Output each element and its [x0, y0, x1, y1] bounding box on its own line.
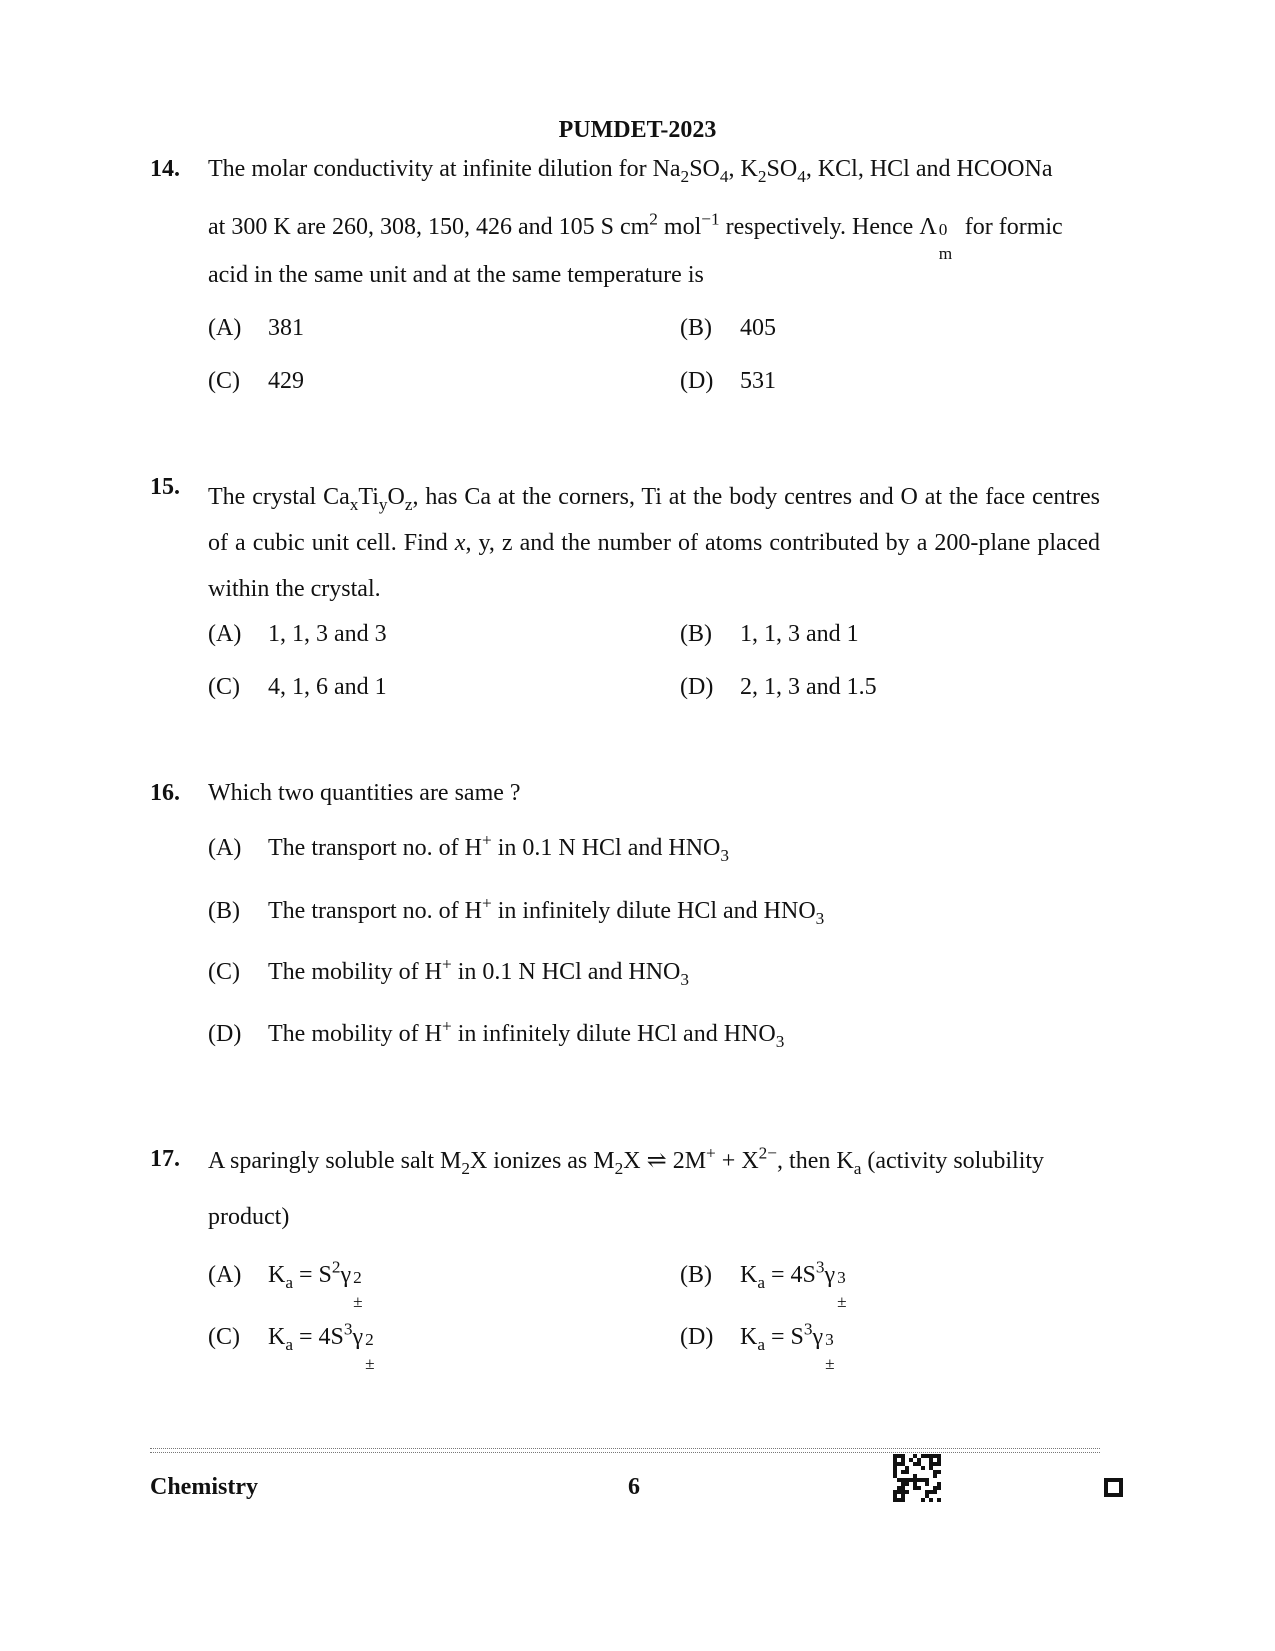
- question-number: 15.: [150, 474, 180, 500]
- option-c[interactable]: (C) 4, 1, 6 and 1: [208, 674, 387, 700]
- question-text: Which two quantities are same ?: [208, 780, 521, 806]
- footer-subject: Chemistry: [150, 1474, 258, 1500]
- option-d[interactable]: (D) 2, 1, 3 and 1.5: [680, 674, 877, 700]
- question-number: 17.: [150, 1146, 180, 1172]
- option-b[interactable]: (B) $K_a = 4S^3\gamma$ 3 ±: [680, 1257, 847, 1311]
- option-b[interactable]: (B) The transport no. of H+ in infinitely dilute HCl and $HNO_3$: [208, 893, 825, 929]
- option-d[interactable]: (D) The mobility of H+ in infinitely dilute HCl and $HNO_3$: [208, 1016, 785, 1052]
- option-d[interactable]: (D) 531: [680, 368, 776, 394]
- square-marker-icon: [1104, 1478, 1123, 1497]
- option-b[interactable]: (B) 405: [680, 315, 776, 341]
- option-c[interactable]: (C) The mobility of H+ in 0.1 N HCl and $HNO_3$: [208, 954, 690, 990]
- qr-code-icon: [893, 1454, 941, 1502]
- question-15: [150, 474, 1100, 714]
- option-b[interactable]: (B) 1, 1, 3 and 1: [680, 621, 859, 647]
- option-c[interactable]: (C) 429: [208, 368, 304, 394]
- question-17: [150, 1143, 1100, 1416]
- question-text-line-1: The molar conductivity at infinite dilution for $Na_2SO_4$, $K_2SO_4$, KCl, HCl and HCOONa: [208, 156, 1053, 187]
- question-number: 14.: [150, 156, 180, 182]
- page-header: PUMDET-2023: [558, 117, 717, 143]
- option-a[interactable]: (A) The transport no. of H+ in 0.1 N HCl and $HNO_3$: [208, 830, 729, 866]
- question-text-line-2: at 300 K are 260, 308, 150, 426 and 105 S $cm^2$ mol$^{-1}$ respectively. Hence Λ 0 m for formic: [208, 209, 1063, 263]
- option-a[interactable]: (A) 1, 1, 3 and 3: [208, 621, 387, 647]
- page-number: 6: [628, 1474, 640, 1500]
- question-text: The crystal $Ca_xTi_yO_z$, has Ca at the corners, Ti at the body centres and O at the face centres of a cubic unit cell. Find x, y, z and the number of atoms contributed by a 200-plane placed within the crystal.: [208, 484, 1101, 602]
- question-14: [150, 156, 1100, 406]
- option-a[interactable]: (A) $K_a = S^2\gamma$ 2 ±: [208, 1257, 363, 1311]
- question-text-line-1: A sparingly soluble salt $M_2X$ ionizes as $M_2X$ ⇌ $2M^+ + X^{2-}$, then $K_a$ (activity solubility: [208, 1143, 1045, 1179]
- question-number: 16.: [150, 780, 180, 806]
- question-16: [150, 780, 1100, 1070]
- option-d[interactable]: (D) $K_a = S^3\gamma$ 3 ±: [680, 1319, 835, 1373]
- question-text-line-2: product): [208, 1204, 290, 1230]
- option-c[interactable]: (C) $K_a = 4S^3\gamma$ 2 ±: [208, 1319, 375, 1373]
- confidential-microtext-line: [150, 1448, 1100, 1453]
- question-text-line-3: acid in the same unit and at the same temperature is: [208, 262, 704, 288]
- option-a[interactable]: (A) 381: [208, 315, 304, 341]
